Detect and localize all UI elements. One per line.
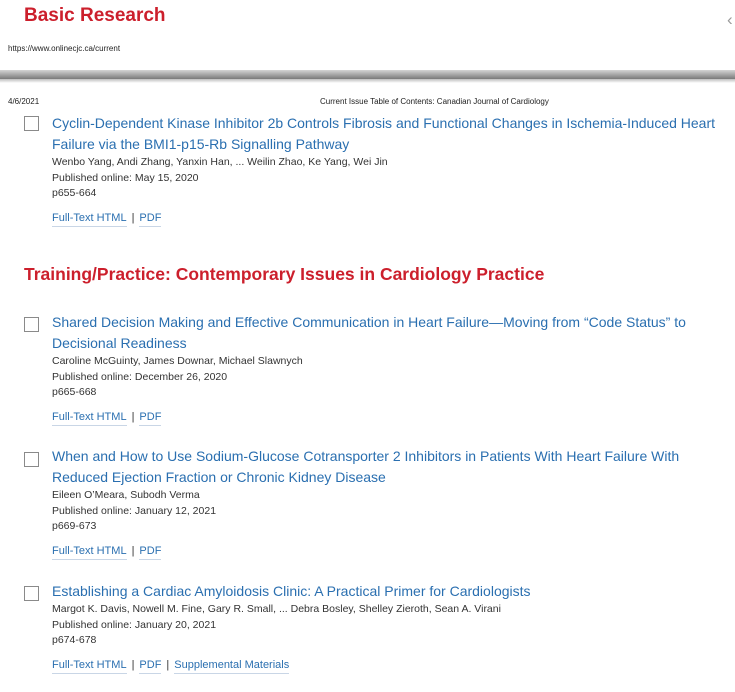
article-authors: Margot K. Davis, Nowell M. Fine, Gary R. Small, ... Debra Bosley, Shelley Zieroth, Sean A. Virani: [52, 603, 501, 615]
full-text-html-link[interactable]: Full-Text HTML: [52, 659, 127, 674]
article-checkbox[interactable]: [24, 452, 39, 467]
article-checkbox[interactable]: [24, 586, 39, 601]
article-pages: p669-673: [52, 520, 97, 532]
article-title-link[interactable]: Establishing a Cardiac Amyloidosis Clinic: A Practical Primer for Cardiologists: [52, 583, 531, 599]
article-authors: Eileen O’Meara, Subodh Verma: [52, 489, 200, 501]
article-published-date: Published online: December 26, 2020: [52, 370, 228, 383]
print-date: 4/6/2021: [8, 97, 40, 106]
article-pages: p655-664: [52, 187, 97, 199]
link-separator: |: [131, 211, 135, 224]
article-pages: p674-678: [52, 634, 97, 646]
link-separator: |: [166, 658, 170, 671]
article-checkbox[interactable]: [24, 317, 39, 332]
link-separator: |: [131, 658, 135, 671]
print-page-title: Current Issue Table of Contents: Canadian Journal of Cardiology: [320, 97, 549, 106]
article-item: [52, 113, 728, 225]
page-url: https://www.onlinecjc.ca/current: [8, 44, 121, 53]
article-links: [52, 410, 728, 424]
article-links: [52, 544, 728, 558]
section-heading-training-practice: Training/Practice: Contemporary Issues in Cardiology Practice: [24, 264, 545, 284]
article-item: [52, 446, 728, 558]
pdf-link[interactable]: PDF: [139, 212, 161, 227]
link-separator: |: [131, 410, 135, 423]
article-item: [52, 312, 728, 424]
article-authors: Wenbo Yang, Andi Zhang, Yanxin Han, ... Weilin Zhao, Ke Yang, Wei Jin: [52, 156, 388, 168]
article-title-link[interactable]: When and How to Use Sodium-Glucose Cotransporter 2 Inhibitors in Patients With Heart Failure With Reduced Ejection Fraction or Chronic Kidney Disease: [52, 448, 680, 485]
article-published-date: Published online: January 12, 2021: [52, 504, 217, 517]
section-heading-basic-research: Basic Research: [24, 5, 166, 26]
article-published-date: Published online: January 20, 2021: [52, 618, 217, 631]
full-text-html-link[interactable]: Full-Text HTML: [52, 212, 127, 227]
article-title-link[interactable]: Cyclin-Dependent Kinase Inhibitor 2b Controls Fibrosis and Functional Changes in Ischemia-Induced Heart Failure via the BMI1-p15-Rb Signalling Pathway: [52, 115, 716, 152]
pdf-link[interactable]: PDF: [139, 411, 161, 426]
full-text-html-link[interactable]: Full-Text HTML: [52, 545, 127, 560]
chevron-left-icon[interactable]: ‹: [727, 10, 733, 29]
pdf-link[interactable]: PDF: [139, 545, 161, 560]
article-published-date: Published online: May 15, 2020: [52, 171, 199, 184]
article-item: [52, 581, 728, 672]
supplemental-materials-link[interactable]: Supplemental Materials: [174, 659, 289, 674]
article-checkbox[interactable]: [24, 116, 39, 131]
pdf-link[interactable]: PDF: [139, 659, 161, 674]
article-authors: Caroline McGuinty, James Downar, Michael Slawnych: [52, 355, 303, 367]
page-separator: [0, 70, 735, 79]
article-title-link[interactable]: Shared Decision Making and Effective Communication in Heart Failure—Moving from “Code Status” to Decisional Readiness: [52, 314, 686, 351]
article-links: [52, 658, 728, 672]
full-text-html-link[interactable]: Full-Text HTML: [52, 411, 127, 426]
link-separator: |: [131, 544, 135, 557]
article-links: [52, 211, 728, 225]
article-pages: p665-668: [52, 386, 97, 398]
